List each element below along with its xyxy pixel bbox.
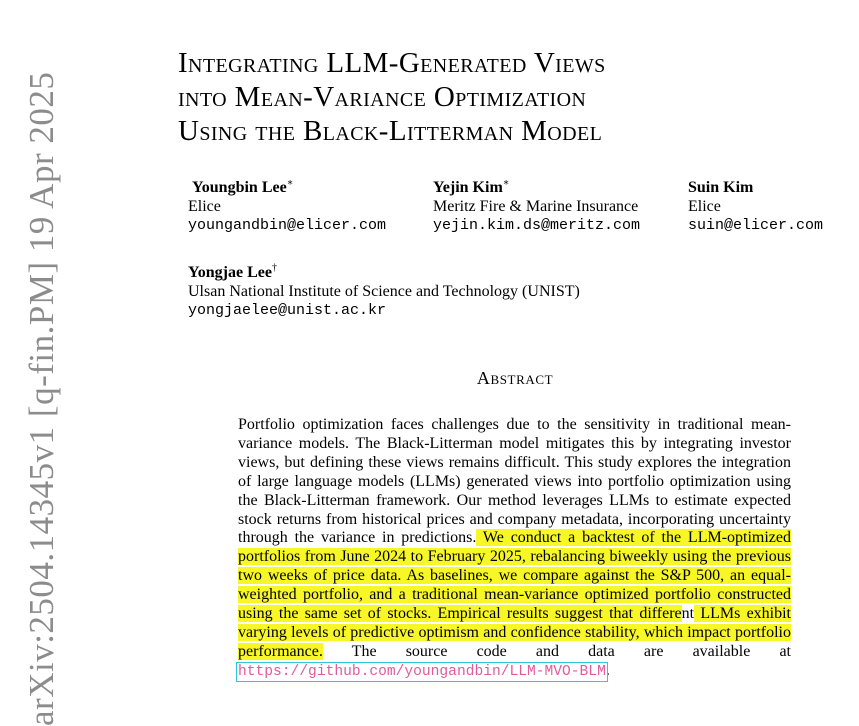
- author-affiliation: Elice: [688, 198, 721, 215]
- title-line-1: Integrating LLM-Generated Views: [178, 47, 606, 79]
- author-mark: †: [271, 262, 277, 274]
- paper-title: [178, 46, 738, 148]
- highlighted-text-2[interactable]: LLMs exhibit varying levels of predictive optimism and confidence stability, which impact portfolio performance.: [238, 605, 791, 660]
- author-block-4: [188, 263, 580, 320]
- author-block-1: [188, 178, 386, 235]
- author-name: Youngbin Lee: [192, 179, 287, 196]
- author-email[interactable]: suin@elicer.com: [688, 217, 824, 234]
- author-block-2: [433, 178, 640, 235]
- author-mark: ∗: [502, 177, 510, 189]
- author-email[interactable]: youngandbin@elicer.com: [188, 217, 387, 234]
- abstract-gap: nt: [681, 605, 695, 623]
- author-block-3: [688, 178, 823, 235]
- author-name: Yejin Kim: [433, 179, 503, 196]
- highlighted-text-1[interactable]: We conduct a backtest of the LLM-optimized portfolios from June 2024 to February 2025, rebalancing biweekly using the previous two weeks of price data. As baselines, we compare against the S&P 500, an equal-weighted portfolio, and a traditional mean-variance optimized portfolio constructed using the same set of stocks. Empirical results suggest that differe: [238, 529, 792, 623]
- author-name: Suin Kim: [688, 179, 754, 196]
- title-line-2: into Mean-Variance Optimization: [178, 81, 587, 113]
- author-mark: ∗: [286, 177, 294, 189]
- abstract-end: .: [605, 661, 610, 679]
- author-affiliation: Meritz Fire & Marine Insurance: [433, 198, 639, 215]
- author-email[interactable]: yongjaelee@unist.ac.kr: [188, 302, 387, 319]
- abstract-part-1: Portfolio optimization faces challenges due to the sensitivity in traditional mean-variance models. The Black-Litterman model mitigates this by integrating investor views, but defining these views remains difficult. This study explores the integration of large language models (LLMs) generated views into portfolio optimization using the Black-Litterman framework. Our method leverages LLMs to estimate expected stock returns from historical prices and company metadata, incorporating uncertainty through the variance in predictions.: [238, 416, 791, 547]
- author-name: Yongjae Lee: [188, 264, 272, 281]
- abstract-text: [238, 416, 791, 682]
- github-link[interactable]: https://github.com/youngandbin/LLM-MVO-BLM: [238, 663, 606, 680]
- title-line-3: Using the Black-Litterman Model: [178, 115, 603, 147]
- abstract-heading: Abstract: [476, 368, 554, 388]
- author-email[interactable]: yejin.kim.ds@meritz.com: [433, 217, 641, 234]
- arxiv-side-stamp: arXiv:2504.14345v1 [q-fin.PM] 19 Apr 2025: [22, 71, 61, 726]
- author-affiliation: Ulsan National Institute of Science and Technology (UNIST): [188, 283, 580, 300]
- abstract-part-2: The source code and data are available at: [322, 642, 791, 660]
- author-affiliation: Elice: [188, 198, 221, 215]
